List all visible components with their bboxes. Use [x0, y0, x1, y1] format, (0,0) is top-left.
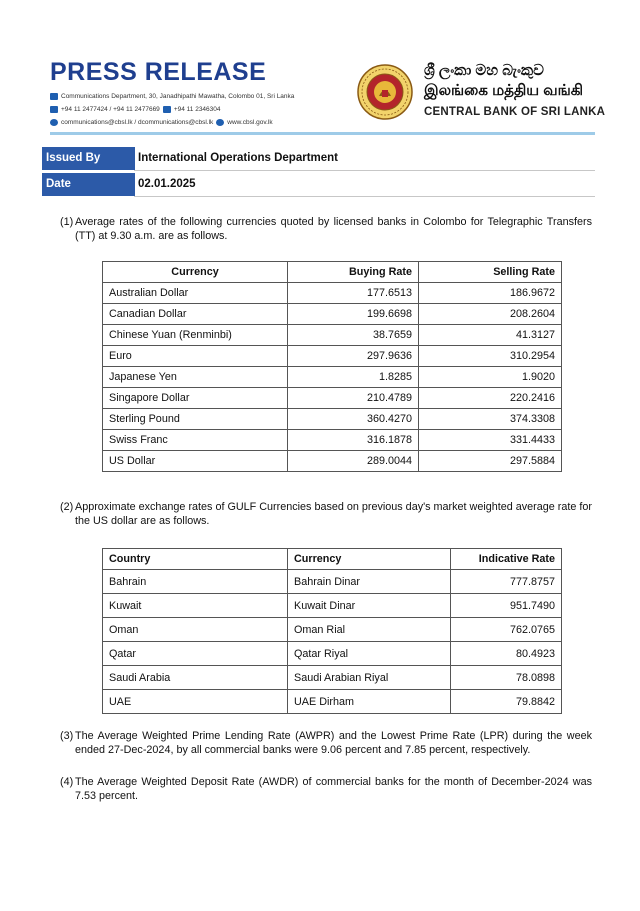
currency-cell: Swiss Franc [103, 430, 288, 451]
paragraph-2 [60, 500, 592, 528]
email-icon [50, 119, 58, 126]
paragraph-4 [60, 775, 592, 803]
table-row [103, 325, 562, 346]
column-header: Currency [103, 262, 288, 283]
table-row [103, 570, 562, 594]
paragraph-number: (2) [60, 501, 74, 513]
envelope-icon [50, 93, 58, 100]
country-cell: Oman [103, 618, 288, 642]
buying-rate-cell: 297.9636 [288, 346, 419, 367]
selling-rate-cell: 41.3127 [419, 325, 562, 346]
column-header: Selling Rate [419, 262, 562, 283]
table-row [103, 304, 562, 325]
phone-row [50, 103, 294, 116]
column-header: Country [103, 549, 288, 570]
table-row [103, 430, 562, 451]
indicative-rate-cell: 777.8757 [451, 570, 562, 594]
table-row [103, 666, 562, 690]
date-label: Date [42, 173, 134, 196]
email-row [50, 116, 294, 129]
table-row [103, 283, 562, 304]
selling-rate-cell: 297.5884 [419, 451, 562, 472]
table-header-row [103, 549, 562, 570]
paragraph-number: (4) [60, 776, 74, 788]
currency-cell: Sterling Pound [103, 409, 288, 430]
paragraph-text: Average rates of the following currencies quoted by licensed banks in Colombo for Telegraphic Transfers (TT) at 9.30 a.m. are as follows. [75, 216, 592, 242]
table-row [103, 690, 562, 714]
paragraph-3 [60, 729, 592, 757]
table-row [103, 451, 562, 472]
table-row [103, 367, 562, 388]
buying-rate-cell: 289.0044 [288, 451, 419, 472]
date-underline [134, 196, 595, 197]
table-row [103, 388, 562, 409]
buying-rate-cell: 38.7659 [288, 325, 419, 346]
currency-cell: Australian Dollar [103, 283, 288, 304]
phone-icon [50, 106, 58, 113]
phone-text: +94 11 2477424 / +94 11 2477669 [61, 106, 160, 113]
country-cell: Kuwait [103, 594, 288, 618]
press-release-title: PRESS RELEASE [50, 58, 267, 86]
globe-icon [216, 119, 224, 126]
date-value: 02.01.2025 [134, 173, 595, 196]
selling-rate-cell: 310.2954 [419, 346, 562, 367]
central-bank-seal-icon [357, 62, 413, 122]
paragraph-number: (1) [60, 216, 74, 228]
email-text[interactable]: communications@cbsl.lk / dcommunications@cbsl.lk [61, 119, 214, 126]
currency-cell: Kuwait Dinar [288, 594, 451, 618]
currency-rates-table [102, 261, 562, 472]
indicative-rate-cell: 951.7490 [451, 594, 562, 618]
currency-cell: Bahrain Dinar [288, 570, 451, 594]
buying-rate-cell: 316.1878 [288, 430, 419, 451]
gulf-rates-table [102, 548, 562, 714]
indicative-rate-cell: 78.0898 [451, 666, 562, 690]
selling-rate-cell: 208.2604 [419, 304, 562, 325]
selling-rate-cell: 186.9672 [419, 283, 562, 304]
paragraph-1 [60, 215, 592, 243]
country-cell: UAE [103, 690, 288, 714]
table-row [103, 642, 562, 666]
currency-cell: Euro [103, 346, 288, 367]
bank-name-tamil: இலங்கை மத்திய வங்கி [424, 82, 584, 99]
bank-name-sinhala: ශ්‍රී ලංකා මහ බැංකුව [424, 62, 544, 79]
bank-name-english: CENTRAL BANK OF SRI LANKA [424, 106, 606, 118]
selling-rate-cell: 374.3308 [419, 409, 562, 430]
fax-icon [163, 106, 171, 113]
country-cell: Saudi Arabia [103, 666, 288, 690]
currency-cell: Chinese Yuan (Renminbi) [103, 325, 288, 346]
currency-cell: Japanese Yen [103, 367, 288, 388]
address-row [50, 90, 294, 103]
contact-block [50, 90, 294, 129]
currency-cell: Qatar Riyal [288, 642, 451, 666]
country-cell: Qatar [103, 642, 288, 666]
selling-rate-cell: 1.9020 [419, 367, 562, 388]
indicative-rate-cell: 80.4923 [451, 642, 562, 666]
currency-cell: US Dollar [103, 451, 288, 472]
issued-by-label: Issued By [42, 147, 134, 170]
currency-cell: UAE Dirham [288, 690, 451, 714]
paragraph-number: (3) [60, 730, 74, 742]
column-header: Buying Rate [288, 262, 419, 283]
paragraph-text: The Average Weighted Prime Lending Rate (AWPR) and the Lowest Prime Rate (LPR) during the week ended 27-Dec-2024, by all commercial banks were 9.06 percent and 7.85 percent, respectively. [75, 730, 592, 756]
indicative-rate-cell: 762.0765 [451, 618, 562, 642]
header-divider [50, 132, 595, 135]
address-text: Communications Department, 30, Janadhipathi Mawatha, Colombo 01, Sri Lanka [61, 93, 295, 100]
web-text[interactable]: www.cbsl.gov.lk [227, 119, 273, 126]
column-header: Indicative Rate [451, 549, 562, 570]
currency-cell: Singapore Dollar [103, 388, 288, 409]
currency-cell: Saudi Arabian Riyal [288, 666, 451, 690]
buying-rate-cell: 177.6513 [288, 283, 419, 304]
table-row [103, 618, 562, 642]
table-header-row [103, 262, 562, 283]
buying-rate-cell: 210.4789 [288, 388, 419, 409]
buying-rate-cell: 360.4270 [288, 409, 419, 430]
table-row [103, 346, 562, 367]
buying-rate-cell: 1.8285 [288, 367, 419, 388]
indicative-rate-cell: 79.8842 [451, 690, 562, 714]
fax-text: +94 11 2346304 [173, 106, 221, 113]
paragraph-text: The Average Weighted Deposit Rate (AWDR) of commercial banks for the month of December-2024 was 7.53 percent. [75, 776, 592, 802]
table-row [103, 594, 562, 618]
paragraph-text: Approximate exchange rates of GULF Currencies based on previous day's market weighted average rate for the US dollar are as follows. [75, 501, 592, 527]
selling-rate-cell: 220.2416 [419, 388, 562, 409]
selling-rate-cell: 331.4433 [419, 430, 562, 451]
country-cell: Bahrain [103, 570, 288, 594]
currency-cell: Canadian Dollar [103, 304, 288, 325]
currency-cell: Oman Rial [288, 618, 451, 642]
buying-rate-cell: 199.6698 [288, 304, 419, 325]
column-header: Currency [288, 549, 451, 570]
issued-by-value: International Operations Department [134, 147, 595, 170]
table-row [103, 409, 562, 430]
issued-by-underline [134, 170, 595, 171]
